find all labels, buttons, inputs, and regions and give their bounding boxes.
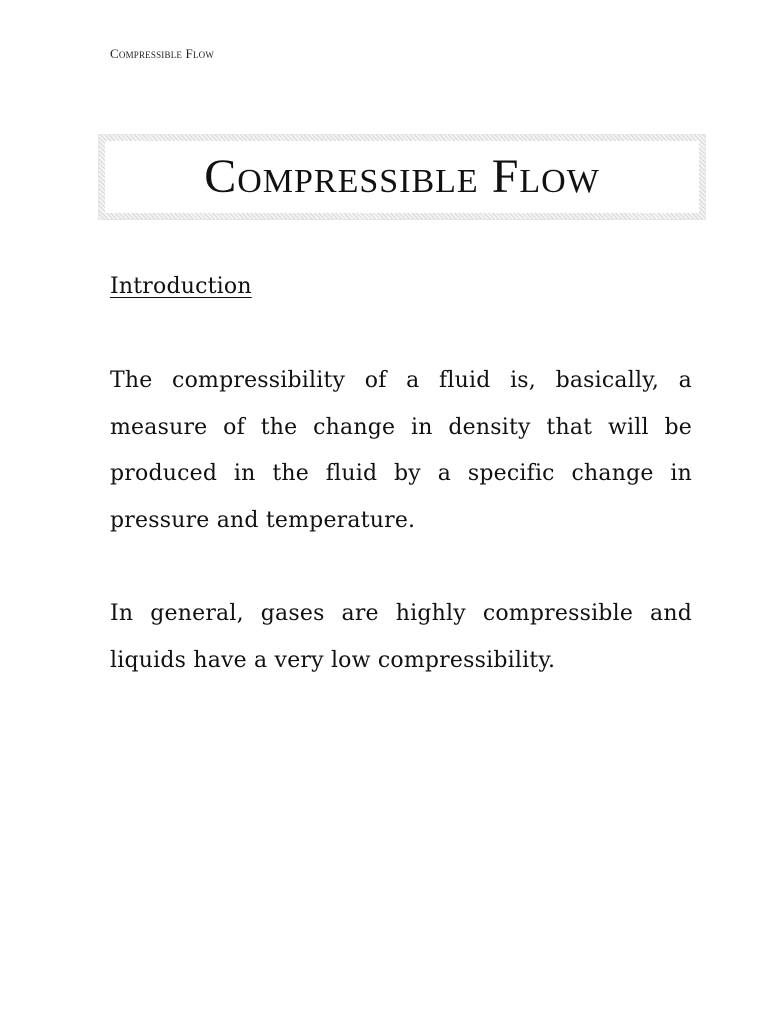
title-box — [99, 135, 705, 219]
running-header: Compressible Flow — [110, 46, 215, 61]
paragraph-compressibility-definition: The compressibility of a fluid is, basically, a measure of the change in density that will be produced in the fluid by a specific change in pressure and temperature. — [110, 368, 692, 533]
section-heading: Introduction — [110, 274, 252, 299]
page-title: Compressible Flow — [204, 150, 600, 203]
paragraph-gases-liquids: In general, gases are highly compressible and liquids have a very low compressibility. — [110, 601, 692, 673]
